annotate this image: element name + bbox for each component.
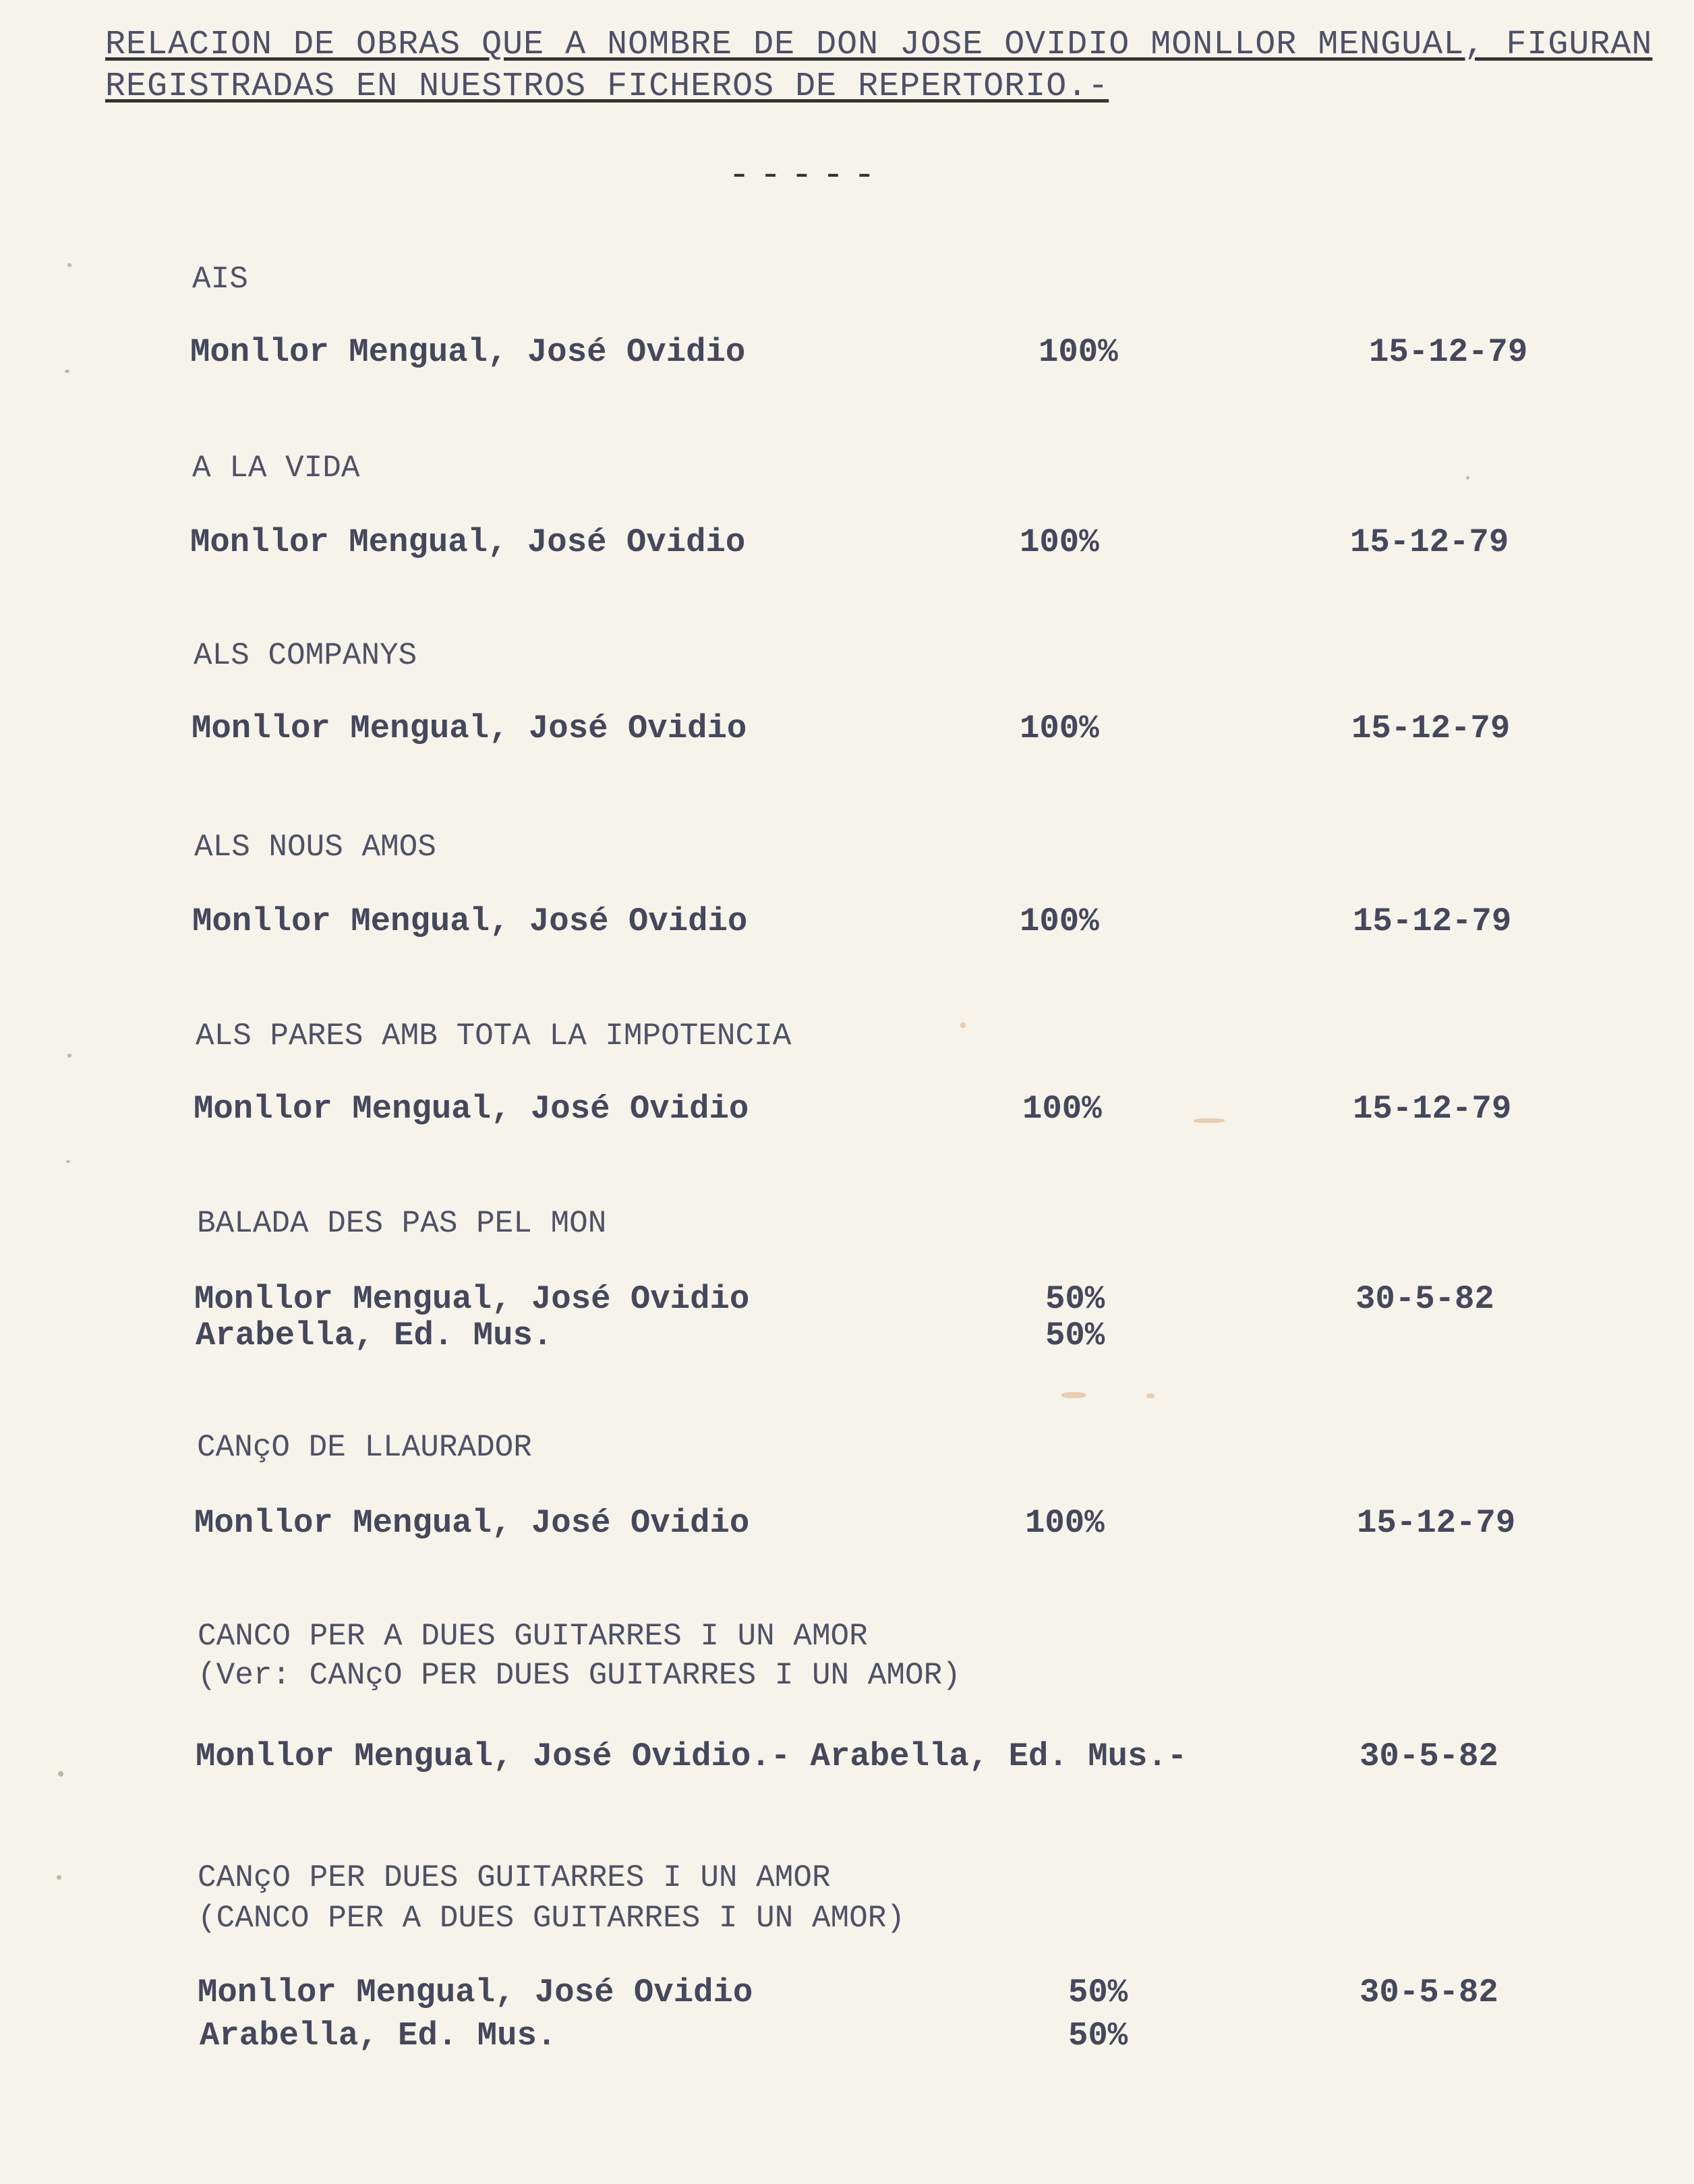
- work-title: ALS COMPANYS: [194, 638, 417, 673]
- paper-stain: [1194, 1118, 1225, 1123]
- paper-stain: [960, 1023, 966, 1028]
- entry-name: Arabella, Ed. Mus.: [200, 2017, 557, 2054]
- separator-dashes: -----: [728, 155, 885, 196]
- work-title: CANçO PER DUES GUITARRES I UN AMOR: [198, 1860, 831, 1895]
- work-title: BALADA DES PAS PEL MON: [197, 1206, 607, 1241]
- entry-percent: 100%: [1022, 1090, 1102, 1128]
- entry-date: 15-12-79: [1351, 710, 1511, 747]
- entry-name: Monllor Mengual, José Ovidio: [194, 1280, 750, 1318]
- paper-speck: [57, 1875, 61, 1880]
- paper-speck: [66, 1160, 70, 1163]
- work-title: ALS NOUS AMOS: [194, 830, 436, 865]
- entry-percent: 100%: [1039, 333, 1118, 371]
- paper-stain: [1146, 1393, 1155, 1398]
- entry-percent: 50%: [1045, 1317, 1105, 1354]
- entry-date: 30-5-82: [1355, 1280, 1494, 1318]
- entry-percent: 50%: [1068, 2017, 1128, 2054]
- work-title: ALS PARES AMB TOTA LA IMPOTENCIA: [196, 1018, 792, 1054]
- entry-name: Monllor Mengual, José Ovidio: [194, 1090, 749, 1128]
- entry-name: Monllor Mengual, José Ovidio: [190, 523, 746, 561]
- work-title: CANCO PER A DUES GUITARRES I UN AMOR: [198, 1619, 868, 1654]
- paper-speck: [67, 1054, 71, 1058]
- entry-name: Monllor Mengual, José Ovidio.- Arabella, Ed. Mus.-: [196, 1737, 1188, 1775]
- heading-line-2: REGISTRADAS EN NUESTROS FICHEROS DE REPERTORIO.-: [105, 67, 1109, 106]
- document-heading: [105, 24, 1653, 108]
- entry-percent: 100%: [1020, 710, 1099, 747]
- entry-name: Monllor Mengual, José Ovidio: [190, 333, 746, 371]
- entry-date: 15-12-79: [1353, 902, 1512, 940]
- paper-speck: [58, 1771, 63, 1777]
- entry-date: 15-12-79: [1350, 523, 1509, 561]
- work-title: AIS: [192, 262, 248, 297]
- entry-date: 15-12-79: [1353, 1090, 1512, 1128]
- work-title: CANçO DE LLAURADOR: [197, 1430, 532, 1465]
- work-title: A LA VIDA: [192, 451, 360, 486]
- paper-speck: [1466, 476, 1469, 480]
- entry-date: 30-5-82: [1360, 1737, 1498, 1775]
- entry-name: Monllor Mengual, José Ovidio: [198, 1974, 753, 2011]
- entry-percent: 50%: [1045, 1280, 1105, 1318]
- paper-speck: [65, 370, 69, 373]
- entry-date: 15-12-79: [1357, 1504, 1516, 1542]
- paper-stain: [1061, 1392, 1086, 1398]
- entry-name: Monllor Mengual, José Ovidio: [194, 1504, 750, 1542]
- heading-line-1: RELACION DE OBRAS QUE A NOMBRE DE DON JOSE OVIDIO MONLLOR MENGUAL, FIGURAN: [105, 26, 1653, 64]
- paper-speck: [67, 263, 71, 267]
- entry-name: Monllor Mengual, José Ovidio: [192, 902, 748, 940]
- work-subtitle: (Ver: CANçO PER DUES GUITARRES I UN AMOR): [198, 1658, 961, 1693]
- work-subtitle: (CANCO PER A DUES GUITARRES I UN AMOR): [198, 1901, 905, 1936]
- entry-name: Monllor Mengual, José Ovidio: [192, 710, 747, 747]
- entry-percent: 100%: [1020, 902, 1099, 940]
- entry-percent: 100%: [1020, 523, 1099, 561]
- entry-date: 30-5-82: [1360, 1974, 1498, 2011]
- entry-percent: 100%: [1025, 1504, 1105, 1542]
- entry-percent: 50%: [1068, 1974, 1128, 2011]
- entry-name: Arabella, Ed. Mus.: [196, 1317, 553, 1354]
- entry-date: 15-12-79: [1369, 333, 1528, 371]
